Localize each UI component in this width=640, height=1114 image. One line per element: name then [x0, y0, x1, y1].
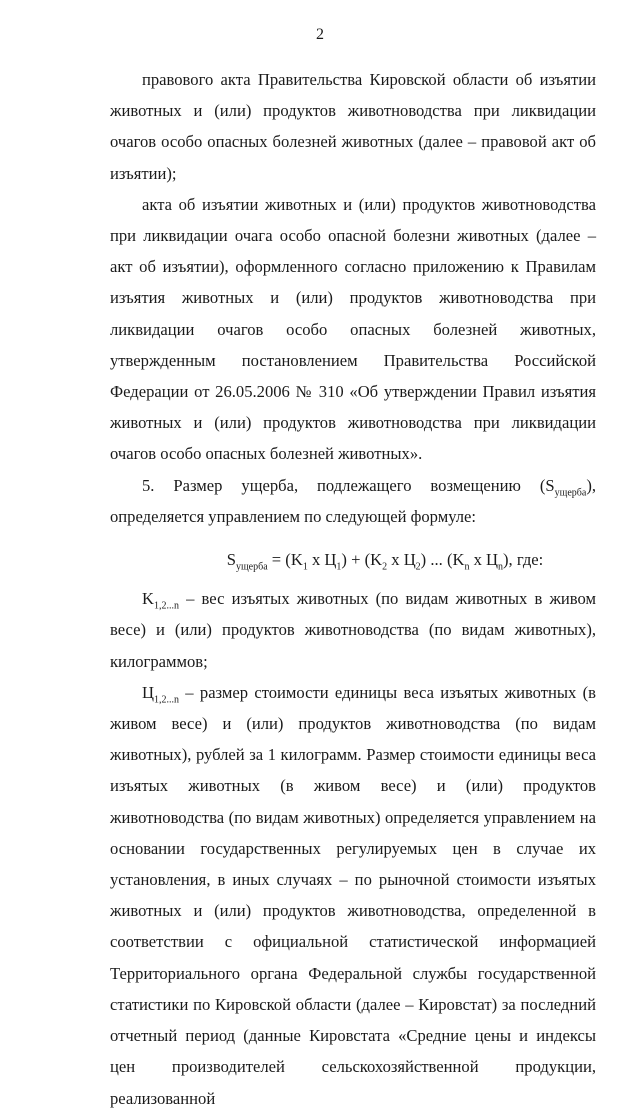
document-body — [110, 64, 596, 1114]
page-number: 2 — [316, 26, 324, 43]
definition-price: $Ц_{1,2...n}$ – размер стоимости единицы веса изъятых животных (в живом весе) и (или) продуктов животноводства (по видам животных), рублей за 1 килограмм. Размер стоимости единицы веса изъятых животных (в живом весе) и (или) продуктов животноводства (по видам животных) определяется управлением на основании государственных регулируемых цен в случае их установления, в иных случаях – по рыночной стоимости изъятых животных и (или) продуктов животноводства, определенной в соответствии с официальной статистической информацией Территориального органа Федеральной службы государственной статистики по Кировской области (далее – Кировстат) за последний отчетный период (данные Кировстата «Средние цены и индексы цен производителей сельскохозяйственной продукции, реализованной — [110, 682, 596, 1108]
definition-weight: $K_{1,2...n}$ – вес изъятых животных (по видам животных в живом весе) и (или) продуктов животноводства (по видам животных), килограммов; — [110, 589, 596, 671]
damage-formula: $S_{ущерба} = (K_1$ x $Ц_1) + (K_2$ x $Ц_2$) ... ($K_n$ x $Ц_n$), где: — [226, 550, 544, 573]
paragraph-damage-size: 5. Размер ущерба, подлежащего возмещению $(S_{ущерба})$, определяется управлением по следующей формуле: — [110, 475, 596, 526]
paragraph-seizure-act: акта об изъятии животных и (или) продуктов животноводства при ликвидации очага особо опасной болезни животных (далее – акт об изъятии), оформленного согласно приложению к Правилам изъятия животных и (или) продуктов животноводства при ликвидации очагов особо опасных болезней животных, утвержденным постановлением Правительства Российской Федерации от 26.05.2006 № 310 «Об утверждении Правил изъятия животных и (или) продуктов животноводства при ликвидации очагов особо опасных болезней животных». — [110, 194, 596, 464]
paragraph-legal-act: правового акта Правительства Кировской области об изъятии животных и (или) продуктов животноводства при ликвидации очагов особо опасных болезней животных (далее – правовой акт об изъятии); — [110, 70, 596, 183]
